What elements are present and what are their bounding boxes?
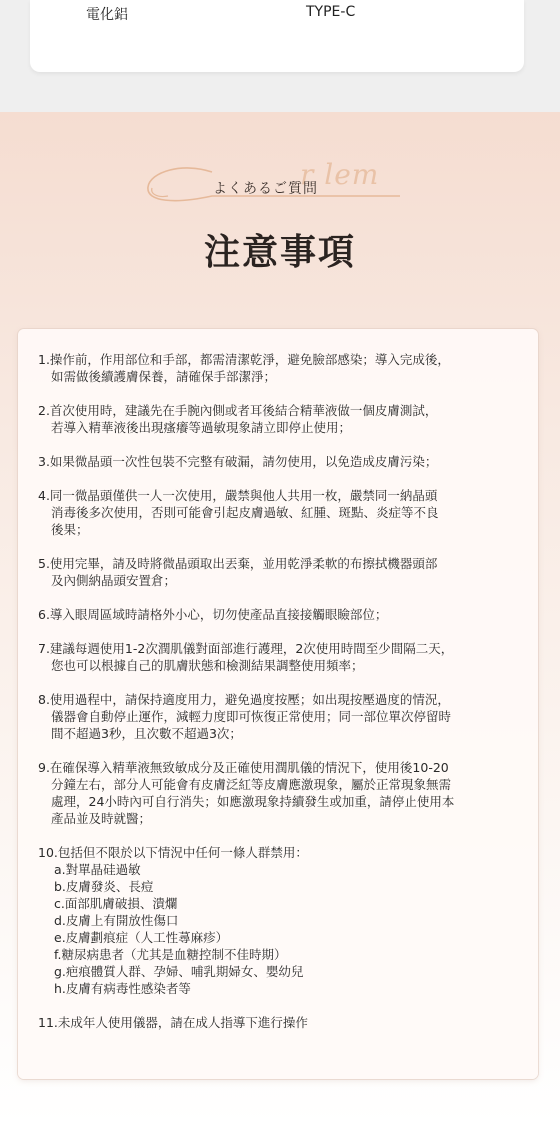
notice-item — [38, 1014, 526, 1031]
spec-table-area — [0, 0, 560, 112]
notice-text: 間不超過3秒，且次數不超過3次； — [51, 726, 242, 741]
notice-text: 1.操作前，作用部位和手部，都需清潔乾淨，避免臉部感染；導入完成後， — [38, 352, 450, 367]
notice-panel — [18, 329, 538, 1079]
decorative-script-text: r lem — [300, 158, 380, 191]
section-title: 注意事項 — [203, 231, 356, 273]
contraindication-item: c.面部肌膚破損、潰爛 — [54, 896, 178, 911]
contraindication-item: d.皮膚上有開放性傷口 — [54, 913, 179, 928]
notice-text: 後果； — [51, 522, 89, 537]
spec-card — [30, 0, 524, 72]
notice-text: 9.在確保導入精華液無致敏成分及正確使用潤肌儀的情況下，使用後10-20 — [38, 760, 449, 775]
contraindication-item: e.皮膚劃痕症（人工性蕁麻疹） — [54, 930, 229, 945]
notice-item — [38, 487, 526, 538]
notice-text: 2.首次使用時，建議先在手腕內側或者耳後結合精華液做一個皮膚測試， — [38, 403, 438, 418]
notice-list — [38, 351, 526, 1048]
notice-text: 5.使用完畢，請及時將微晶頭取出丟棄，並用乾淨柔軟的布擦拭機器頭部 — [38, 556, 438, 571]
notice-text: 產品並及時就醫； — [51, 811, 152, 826]
notice-text: 消毒後多次使用，否則可能會引起皮膚過敏、紅腫、斑點、炎症等不良 — [51, 505, 439, 520]
contraindication-item: f.糖尿病患者（尤其是血糖控制不佳時期） — [54, 947, 287, 962]
notice-text: 您也可以根據自己的肌膚狀態和檢測結果調整使用頻率； — [51, 658, 364, 673]
notice-text: 若導入精華液後出現瘙癢等過敏現象請立即停止使用； — [51, 420, 352, 435]
notice-text: 儀器會自動停止運作，減輕力度即可恢復正常使用；同一部位單次停留時 — [51, 709, 452, 724]
notice-item — [38, 640, 526, 674]
spec-value-port: TYPE-C — [306, 4, 356, 20]
notice-text: 7.建議每週使用1-2次潤肌儀對面部進行護理，2次使用時間至少間隔二天， — [38, 641, 454, 656]
notice-item — [38, 691, 526, 742]
notice-text: 處理，24小時內可自行消失；如應激現象持續發生或加重，請停止使用本 — [51, 794, 455, 809]
decorative-swirl-icon — [0, 112, 560, 232]
contraindication-item: a.對單晶硅過敏 — [54, 862, 141, 877]
contraindication-list — [38, 861, 526, 997]
contraindication-item: b.皮膚發炎、長痘 — [54, 879, 154, 894]
notice-text: 如需做後續護膚保養，請確保手部潔淨； — [51, 369, 277, 384]
notice-item — [38, 351, 526, 385]
notice-text: 10.包括但不限於以下情況中任何一條人群禁用： — [38, 845, 308, 860]
notice-text: 3.如果微晶頭一次性包裝不完整有破漏，請勿使用，以免造成皮膚污染； — [38, 454, 438, 469]
notice-text: 8.使用過程中，請保持適度用力，避免過度按壓；如出現按壓過度的情況， — [38, 692, 450, 707]
notice-text: 11.未成年人使用儀器，請在成人指導下進行操作 — [38, 1015, 308, 1030]
notice-item — [38, 555, 526, 589]
contraindication-item: g.疤痕體質人群、孕婦、哺乳期婦女、嬰幼兒 — [54, 964, 304, 979]
notice-item — [38, 844, 526, 997]
notice-item — [38, 453, 526, 470]
spec-value-material: 電化鋁 — [86, 7, 128, 23]
notice-text: 4.同一微晶頭僅供一人一次使用，嚴禁與他人共用一枚，嚴禁同一納晶頭 — [38, 488, 438, 503]
notice-item — [38, 402, 526, 436]
section-subtitle: よくあるご質問 — [213, 181, 318, 197]
notice-item — [38, 759, 526, 827]
notice-section — [0, 112, 560, 1125]
notice-text: 6.導入眼周區域時請格外小心，切勿使產品直接接觸眼瞼部位； — [38, 607, 388, 622]
notice-text: 分鐘左右，部分人可能會有皮膚泛紅等皮膚應激現象，屬於正常現象無需 — [51, 777, 452, 792]
notice-text: 及內側納晶頭安置倉； — [51, 573, 177, 588]
contraindication-item: h.皮膚有病毒性感染者等 — [54, 981, 191, 996]
notice-item — [38, 606, 526, 623]
